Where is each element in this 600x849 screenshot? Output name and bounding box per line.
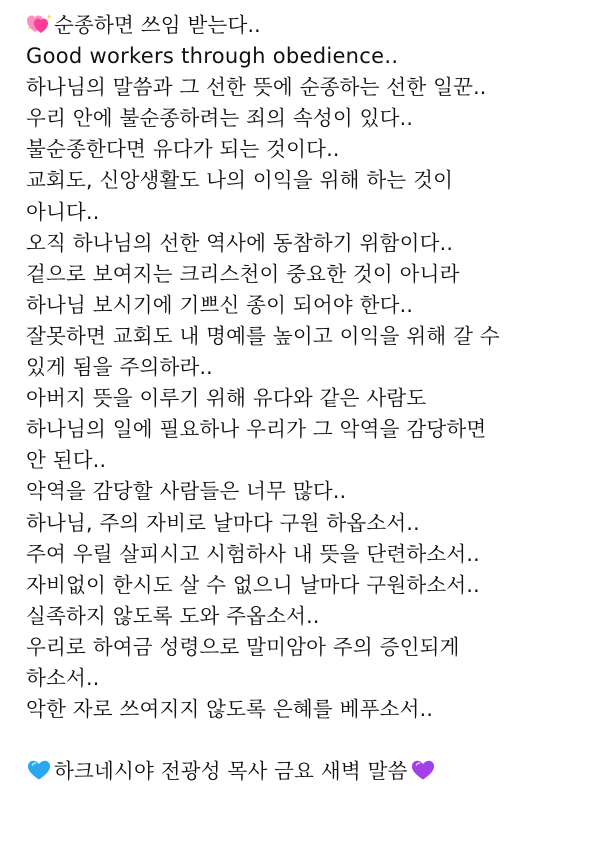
note-line: 하나님의 일에 필요하나 우리가 그 악역을 감당하면 [26, 417, 487, 442]
signature [26, 756, 588, 787]
purple-heart-icon [410, 759, 436, 781]
note-line: 있게 됨을 주의하라.. [26, 355, 213, 380]
note-line: 우리로 하여금 성령으로 말미암아 주의 증인되게 [26, 634, 460, 659]
sparkling-pink-heart-icon [26, 13, 52, 35]
note-line: 안 된다.. [26, 448, 107, 473]
note-subtitle: Good workers through obedience.. [26, 44, 399, 69]
note-line: 하나님 보시기에 기쁘신 종이 되어야 한다.. [26, 292, 414, 317]
note-line: 잘못하면 교회도 내 명예를 높이고 이익을 위해 갈 수 [26, 323, 500, 348]
note-line: 자비없이 한시도 살 수 없으니 날마다 구원하소서.. [26, 572, 480, 597]
spacer [26, 725, 588, 756]
note-line: 교회도, 신앙생활도 나의 이익을 위해 하는 것이 [26, 168, 454, 193]
note-line: 악역을 감당할 사람들은 너무 많다.. [26, 479, 347, 504]
blue-heart-icon [26, 759, 52, 781]
note-line: 오직 하나님의 선한 역사에 동참하기 위함이다.. [26, 230, 454, 255]
note-line: 하소서.. [26, 665, 100, 690]
note-line: 주여 우릴 살피시고 시험하사 내 뜻을 단련하소서.. [26, 541, 480, 566]
note-line: 하나님, 주의 자비로 날마다 구원 하옵소서.. [26, 510, 420, 535]
note-line: 악한 자로 쓰여지지 않도록 은혜를 베푸소서.. [26, 697, 434, 722]
note-title [26, 10, 588, 41]
note-line: 아버지 뜻을 이루기 위해 유다와 같은 사람도 [26, 386, 427, 411]
note-line: 우리 안에 불순종하려는 죄의 속성이 있다.. [26, 106, 414, 131]
note-line: 아니다.. [26, 199, 100, 224]
signature-text: 하크네시야 전광성 목사 금요 새벽 말씀 [54, 759, 408, 784]
note-line: 겉으로 보여지는 크리스천이 중요한 것이 아니라 [26, 261, 460, 286]
note-line: 불순종한다면 유다가 되는 것이다.. [26, 137, 340, 162]
note-line: 하나님의 말씀과 그 선한 뜻에 순종하는 선한 일꾼.. [26, 75, 487, 100]
note-line: 실족하지 않도록 도와 주옵소서.. [26, 603, 320, 628]
note-title-text: 순종하면 쓰임 받는다.. [54, 13, 261, 37]
